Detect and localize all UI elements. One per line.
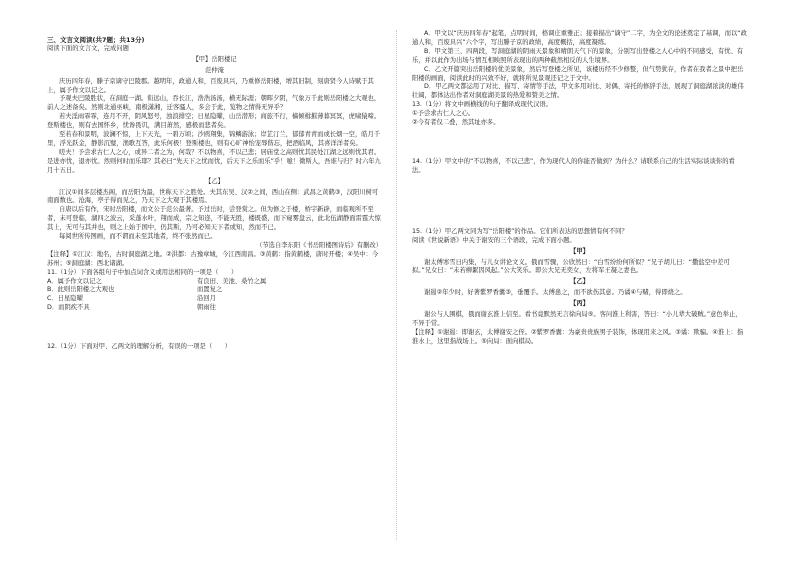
q11-option-right: 沿回月 <box>197 295 216 303</box>
q15-instruction: 阅读《世说新语》中关于谢安的三个语段，完成下面小题。 <box>412 236 576 244</box>
passage-jia-label: 【甲】 <box>570 247 589 255</box>
instruction: 阅读下面的文言文，完成问题 <box>47 44 129 52</box>
passage-yi-title: 【乙】 <box>205 177 224 185</box>
question-13: 13.（1分）将文中画横线的句子翻译成现代汉语。 <box>412 101 552 109</box>
q11-option[interactable] <box>47 304 382 313</box>
jia-paragraph: 嗟夫！予尝求古仁人之心，或异二者之为，何哉？不以物喜，不以己悲；居庙堂之高则忧其民处江湖之远则忧其君。是进亦忧，退亦忧。然则何时而乐耶？其必曰“先天下之忧而忧，后天下之乐而乐”乎！噫！微斯人，吾谁与归？时六年九月十五日。 <box>47 148 381 174</box>
annotation: 【注释】①谢遏：即谢玄，太傅谢安之侄。②紫罗香囊：为豪贵贵族男子装饰，体现用来之风。③谲：欺骗。④淮上：指淮水上，这里指战场上。⑤向局：面向棋局。 <box>412 328 744 345</box>
q12-option[interactable]: B．甲文第三、四两段，写洞庭湖的阴雨天景象和晴朗天气下的景象，分别写出登楼之人心中的不同感受，有忧、有乐，并以此作为出场与情互相映照所表现出的两种截然相反的人生境界。 <box>412 47 744 64</box>
passage-bing-text: 谢公与人围棋，俄而谢玄淮上信至。看书竟默然无言徐向局⑤。客问淮上利害，答曰：“小儿辈大破贼。”意色举止，不异于常。 <box>412 311 742 327</box>
jia-paragraph: 庆历四年春，滕子京谪守巴陵郡。越明年，政通人和，百废具兴，乃重修岳阳楼，增其旧制，刻唐贤今人诗赋于其上，属予作文以记之。 <box>47 77 374 94</box>
q11-option-left: B．此则岳阳楼之大观也 <box>47 286 115 294</box>
q12-option[interactable]: A．甲文以“庆历四年春”起笔，点明时间，格调庄重雅正；接着描出“谪守”二字，为全文的论述奠定了基调，而以“政通人和，百废具兴”六个字，写出滕子京的政绩，高度概括，高度凝练。 <box>412 30 747 46</box>
jia-paragraph: 至若春和景明，波澜不惊，上下天光，一碧万顷；沙鸥翔集，锦鳞游泳；岸芷汀兰，郁郁青青而或长烟一空，皓月千里，浮光跃金，静影沉璧，渔歌互答，此乐何极！登斯楼也，则有心旷神怡宠辱偕忘，把酒临风，其喜洋洋者矣。 <box>47 131 381 147</box>
passage-jia-title: 【甲】岳阳楼记 <box>192 55 237 63</box>
yi-paragraph: 江汉①间多层楼杰阁，而岳阳为最，世称天下之胜处。夫其东吴、汉②之间，西山在侧：武昌之黄鹤③，汉阳川树可南面数也。沧海，亭子得而见之，乃天下之大观于其楼焉。 <box>47 188 379 205</box>
q11-option[interactable] <box>47 295 382 304</box>
passage-jia-text: 谢太傅寒雪日内集，与儿女讲论文义。俄而雪骤，公欣然曰：“白雪纷纷何所似？”兄子胡儿曰：“撒盐空中差可拟。”兄女曰：“未若柳絮因风起。”公大笑乐。即公大兄无奕女，左将军王凝之妻也。 <box>412 258 730 275</box>
yi-paragraph: 每阅世所传图画，而不谓而未至其地者，终不张然而已。 <box>59 233 217 241</box>
right-column <box>412 30 747 347</box>
q11-option-right: 有良田、美池、桑竹之属 <box>197 277 267 285</box>
question-15: 15.（1分）甲乙两文同为写“岳阳楼”的作品。它们所表达的思想情有何不同？ <box>412 227 628 235</box>
q12-option[interactable]: D．甲乙两文都运用了对比、描写、寄情等手法，甲文多用对比、对偶、寄托的修辞手法，展现了洞庭湖浓淡的雄伟壮阔，都体达出作者对洞庭湖美景的热爱和赞美之情。 <box>412 83 744 100</box>
jia-paragraph: 予观夫巴陵胜状，在洞庭一湖。衔远山，吞长江，浩浩汤汤，横无际涯；朝晖夕阴，气象万千此则岳阳楼之大观也，前人之述备矣。然则北通巫峡，南极潇湘，迁客骚人，多会于此，览物之情得无异乎？ <box>47 95 381 112</box>
left-column <box>47 36 382 352</box>
q13-item: ①予尝求古仁人之心。 <box>412 110 475 118</box>
passage-yi-text: 谢遏②年少时，好著紫罗香囊③，垂覆手。太傅患之，而不欲伤其意。乃谲④与赌，得即烧之。 <box>424 289 687 297</box>
q11-option-right: 而置复之 <box>197 286 223 294</box>
question-12: 12.（1分）下面对甲、乙两文的理解分析，有误的一项是（ ） <box>47 343 232 351</box>
passage-yi-label: 【乙】 <box>570 278 589 286</box>
yi-paragraph: 自唐以后有作，宋时岳阳楼，而文公于范公最著。予过岳时，尝登赏之。但为修之于楼，桥宇新辟，而临观所不至者，未可登临，湖四之波云，采蓬水叶，翔而成，宗之知迩，不能无胜，楼既盛，而下窥雾盘云，此北伍湖静面雷霆大惊其上，无可与其并也，则之上始于国中，仍其斯，乃可必知天下者或知，然而不已。 <box>47 206 381 232</box>
question-14: 14.（1分）甲文中的“不以物喜，不以己悲”，作为现代人的你能否做到？为什么？请联系自己的生活实际谈谈你的看法。 <box>412 157 735 174</box>
source-note: （节选自李东阳《书岳阳楼图诗后》有删改） <box>256 241 382 249</box>
passage-bing-label: 【丙】 <box>570 300 589 308</box>
annotation: 【注释】①江汉：地名，古时洞庭湖之地。②洪都：古豫章城，今江西南昌。③黄鹤：指黄鹤楼，唐时开楼；④吴中：今苏州；⑤洞庭湖：西北诸湖。 <box>47 250 379 267</box>
q12-option[interactable]: C．乙文开篇突出岳阳楼的优美景象，然后写登楼之所见，该楼历经不少修整，但气势犹存，作者在我者之景中把岳阳楼的画面，阅读此时的兴致不好，就将所见景观还记之于文中。 <box>412 65 744 82</box>
section-title: 三、文言文阅读(共7题；共13分) <box>47 36 145 44</box>
q11-option-left: C．日星隐曜 <box>47 295 83 303</box>
jia-paragraph: 若夫淫雨霏霏，连月不开，阴风怒号，浊浪排空；日星隐曜，山岳潜形；商旅不行，樯倾楫摧薄暮冥冥，虎啸猿啼。登斯楼也，则有去国怀乡，忧谗畏讥，满目萧然，感极而悲者矣。 <box>47 113 381 130</box>
question-11: 11.（1分）下面各组句子中加点词含义或用法相同的一项是（ ） <box>47 268 238 276</box>
column-divider <box>396 30 397 540</box>
q11-option-left: D．而阴疾不具 <box>47 304 90 312</box>
q11-option-right: 朝雨往 <box>197 304 216 312</box>
q11-option-left: A．属予作文以记之 <box>47 277 102 285</box>
author: 范仲淹 <box>205 66 224 74</box>
q13-item: ②今有者仅二叠，然其址亦多。 <box>412 119 500 127</box>
